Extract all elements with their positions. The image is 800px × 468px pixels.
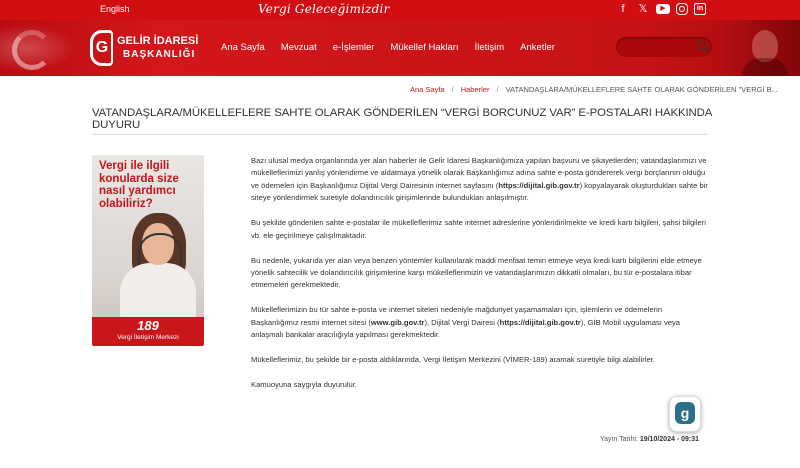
call-center-banner[interactable] <box>92 155 204 346</box>
linkedin-icon[interactable]: in <box>694 3 706 15</box>
youtube-icon[interactable]: ▶ <box>656 4 670 14</box>
logo-mark: G <box>90 30 113 66</box>
headset-icon <box>138 233 182 265</box>
publish-date: Yayın Tarihi: 19/10/2024 - 09:31 <box>600 436 699 443</box>
top-bar <box>0 0 800 20</box>
assistant-icon: g <box>675 402 695 424</box>
breadcrumb-news[interactable]: Haberler <box>460 85 490 94</box>
search-icon[interactable] <box>697 41 706 50</box>
site-logo[interactable] <box>90 30 198 66</box>
social-links <box>616 2 706 16</box>
logo-line-2: BAŞKANLIĞI <box>123 49 196 60</box>
logo-line-1: GELİR İDARESİ <box>117 35 199 47</box>
nav-item-contact[interactable]: İletişim <box>474 42 505 53</box>
search-input[interactable] <box>624 40 698 56</box>
divider <box>92 134 708 135</box>
nav-item-surveys[interactable]: Anketler <box>520 42 555 53</box>
publish-date-value: 19/10/2024 - 09:31 <box>639 436 699 443</box>
paragraph-4: Mükelleflerimizin bu tür sahte e-posta ve internet siteleri nedeniyle mağduriyet yaşamamaları için, işlemlerin ve ödemelerin Başkanlığımız resmi internet sitesi (www.gib.gov.tr), Dijital Vergi Dairesi (https://dijital.gib.gov.tr), GİB Mobil uygulaması veya anlaşmalı bankalar aracılığıyla yapılması gerekmektedir. <box>251 305 681 340</box>
assistant-widget[interactable] <box>669 396 701 432</box>
instagram-icon[interactable] <box>676 3 688 15</box>
link-gib[interactable]: www.gib.gov.tr <box>370 317 425 327</box>
nav-item-home[interactable]: Ana Sayfa <box>221 42 265 53</box>
site-header <box>0 20 800 76</box>
article-body <box>251 155 711 404</box>
banner-caption: Vergi İletişim Merkezi <box>117 334 179 341</box>
flag-graphic <box>0 20 85 76</box>
language-link[interactable]: English <box>100 4 130 14</box>
paragraph-1: Bazı ulusal medya organlarında yer alan haberler ile Gelir İdaresi Başkanlığımıza yapılan başvuru ve şikayetlerden; vatandaşlarımızı ve mükelleflerimizi yanlış yönlendirme ve aldatmaya yönelik olarak Başkanlığımız adına sahte e-posta göndererek vergi borçlarının olduğu ve ödemeleri için Başkanlığımız Dijital Vergi Dairesinin internet sayfasını (https://dijital.gib.gov.tr) kopyalayarak oluşturdukları sahte bir siteye yönlendirmek suretiyle dolandırıcılık girişimlerinde bulundukları anlaşılmıştır. <box>251 156 708 203</box>
paragraph-2: Bu şekilde gönderilen sahte e-postalar ile mükelleflerimiz sahte internet adreslerine yönlendirilmekte ve kredi kartı bilgileri, şahsi bilgileri vb. ele geçirilmeye çalışılmaktadır. <box>251 218 706 240</box>
paragraph-3: Bu nedenle, yukarıda yer alan veya benzeri yöntemler kullanılarak maddi menfaat temin etmeye veya kredi kartı bilgilerini elde etmeye yönelik sahtecilik ve dolandırıcılık girişimlerine karşı mükelleflerimizin ve vatandaşlarımızın dikkatli olmaları, bu tür e-postalara itibar etmemeleri gerekmektedir. <box>251 255 702 290</box>
nav-item-taxpayer-rights[interactable]: Mükellef Hakları <box>390 42 459 53</box>
search-box <box>616 37 712 57</box>
x-icon[interactable]: 𝕏 <box>638 3 648 15</box>
banner-question: Vergi ile ilgili konularda size nasıl yardımcı olabiliriz? <box>99 160 179 210</box>
breadcrumb-home[interactable]: Ana Sayfa <box>410 85 445 94</box>
paragraph-6: Kamuoyuna saygıyla duyurulur. <box>251 380 357 390</box>
nav-item-e-services[interactable]: e-İşlemler <box>332 42 375 53</box>
main-nav <box>221 42 571 53</box>
portrait-graphic <box>720 20 800 76</box>
slogan: Vergi Geleceğimizdir <box>258 2 390 16</box>
nav-item-legislation[interactable]: Mevzuat <box>280 42 317 53</box>
link-dijital[interactable]: https://dijital.gib.gov.tr <box>498 180 580 190</box>
breadcrumb-current: VATANDAŞLARA/MÜKELLEFLERE SAHTE OLARAK GÖNDERİLEN "VERGİ B... <box>505 85 778 94</box>
link-dijital-2[interactable]: https://dijital.gib.gov.tr <box>499 317 581 327</box>
banner-number: 189 <box>137 318 159 333</box>
paragraph-5: Mükelleflerimiz, bu şekilde bir e-posta aldıklarında, Vergi İletişim Merkezini (VİMER-189) aramak suretiyle bilgi alabilirler. <box>251 355 655 365</box>
breadcrumb: Ana Sayfa / Haberler / VATANDAŞLARA/MÜKELLEFLERE SAHTE OLARAK GÖNDERİLEN "VERGİ B... <box>410 85 778 94</box>
page-title: VATANDAŞLARA/MÜKELLEFLERE SAHTE OLARAK GÖNDERİLEN “VERGİ BORCUNUZ VAR” E-POSTALARI HAKKINDA DUYURU <box>92 107 712 131</box>
facebook-icon[interactable]: f <box>621 3 625 15</box>
